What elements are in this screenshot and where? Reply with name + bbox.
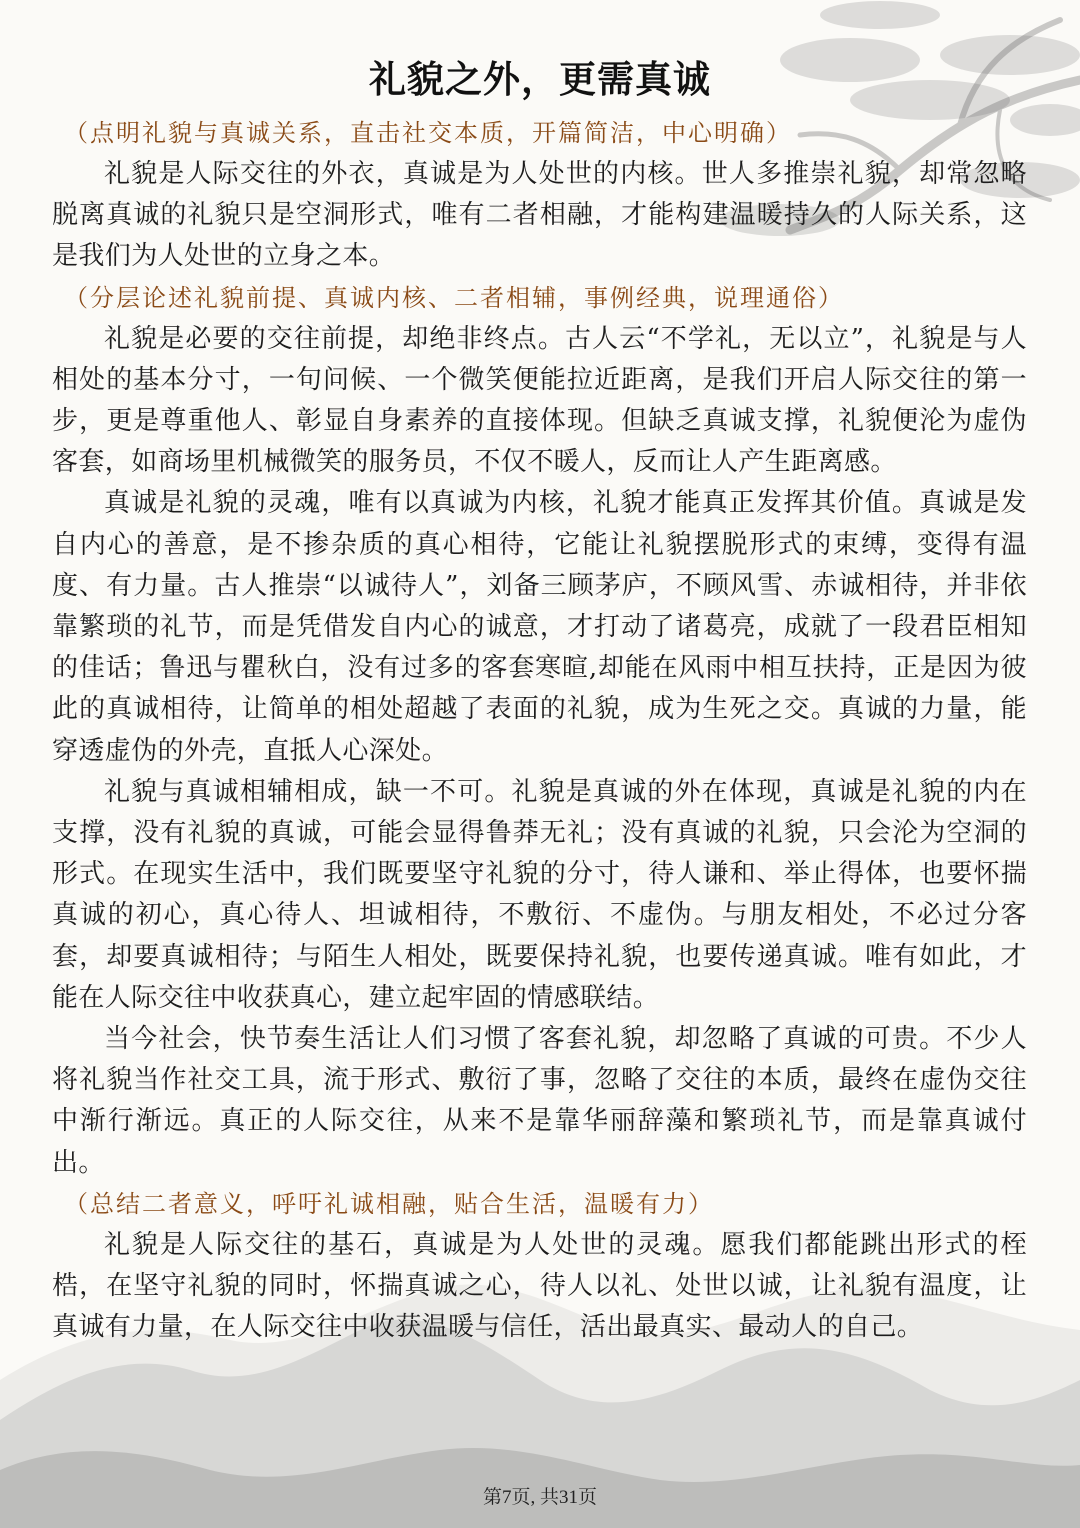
article-title: 礼貌之外，更需真诚 <box>369 58 711 101</box>
paragraph-5: 当今社会，快节奏生活让人们习惯了客套礼貌，却忽略了真诚的可贵。不少人将礼貌当作社交工具，流于形式、敷衍了事，忽略了交往的本质，最终在虚伪交往中渐行渐远。真正的人际交往，从来不是靠华丽辞藻和繁琐礼节，而是靠真诚付出。 <box>52 1024 1027 1178</box>
page-number: 第7页, 共31页 <box>482 1487 597 1508</box>
annotation-intro: （点明礼貌与真诚关系，直击社交本质，开篇简洁，中心明确） <box>64 119 792 147</box>
paragraph-3: 真诚是礼貌的灵魂，唯有以真诚为内核，礼貌才能真正发挥其价值。真诚是发自内心的善意，是不掺杂质的真心相待，它能让礼貌摆脱形式的束缚，变得有温度、有力量。古人推崇“以诚待人”，刘备三顾茅庐，不顾风雪、赤诚相待，并非依靠繁琐的礼节，而是凭借发自内心的诚意，才打动了诸葛亮，成就了一段君臣相知的佳话；鲁迅与瞿秋白，没有过多的客套寒暄,却能在风雨中相互扶持，正是因为彼此的真诚相待，让简单的相处超越了表面的礼貌，成为生死之交。真诚的力量，能穿透虚伪的外壳，直抵人心深处。 <box>52 488 1027 766</box>
annotation-body: （分层论述礼貌前提、真诚内核、二者相辅，事例经典，说理通俗） <box>64 283 844 312</box>
article-body <box>52 113 1027 1348</box>
paragraph-6: 礼貌是人际交往的基石，真诚是为人处世的灵魂。愿我们都能跳出形式的桎梏，在坚守礼貌的同时，怀揣真诚之心，待人以礼、处世以诚，让礼貌有温度，让真诚有力量，在人际交往中收获温暖与信任，活出最真实、最动人的自己。 <box>52 1229 1027 1343</box>
paragraph-2: 礼貌是必要的交往前提，却绝非终点。古人云“不学礼，无以立”，礼貌是与人相处的基本分寸，一句问候、一个微笑便能拉近距离，是我们开启人际交往的第一步，更是尊重他人、彰显自身素养的直接体现。但缺乏真诚支撑，礼貌便沦为虚伪客套，如商场里机械微笑的服务员，不仅不暖人，反而让人产生距离感。 <box>52 323 1027 478</box>
paragraph-4: 礼貌与真诚相辅相成，缺一不可。礼貌是真诚的外在体现，真诚是礼貌的内在支撑，没有礼貌的真诚，可能会显得鲁莽无礼；没有真诚的礼貌，只会沦为空洞的形式。在现实生活中，我们既要坚守礼貌的分寸，待人谦和、举止得体，也要怀揣真诚的初心，真心待人、坦诚相待，不敷衍、不虚伪。与朋友相处，不必过分客套，却要真诚相待；与陌生人相处，既要保持礼貌，也要传递真诚。唯有如此，才能在人际交往中收获真心，建立起牢固的情感联结。 <box>52 776 1027 1013</box>
annotation-conclusion: （总结二者意义，呼吁礼诚相融，贴合生活，温暖有力） <box>64 1189 714 1218</box>
paragraph-1: 礼貌是人际交往的外衣，真诚是为人处世的内核。世人多推崇礼貌，却常忽略脱离真诚的礼貌只是空洞形式，唯有二者相融，才能构建温暖持久的人际关系，这是我们为人处世的立身之本。 <box>52 159 1027 272</box>
